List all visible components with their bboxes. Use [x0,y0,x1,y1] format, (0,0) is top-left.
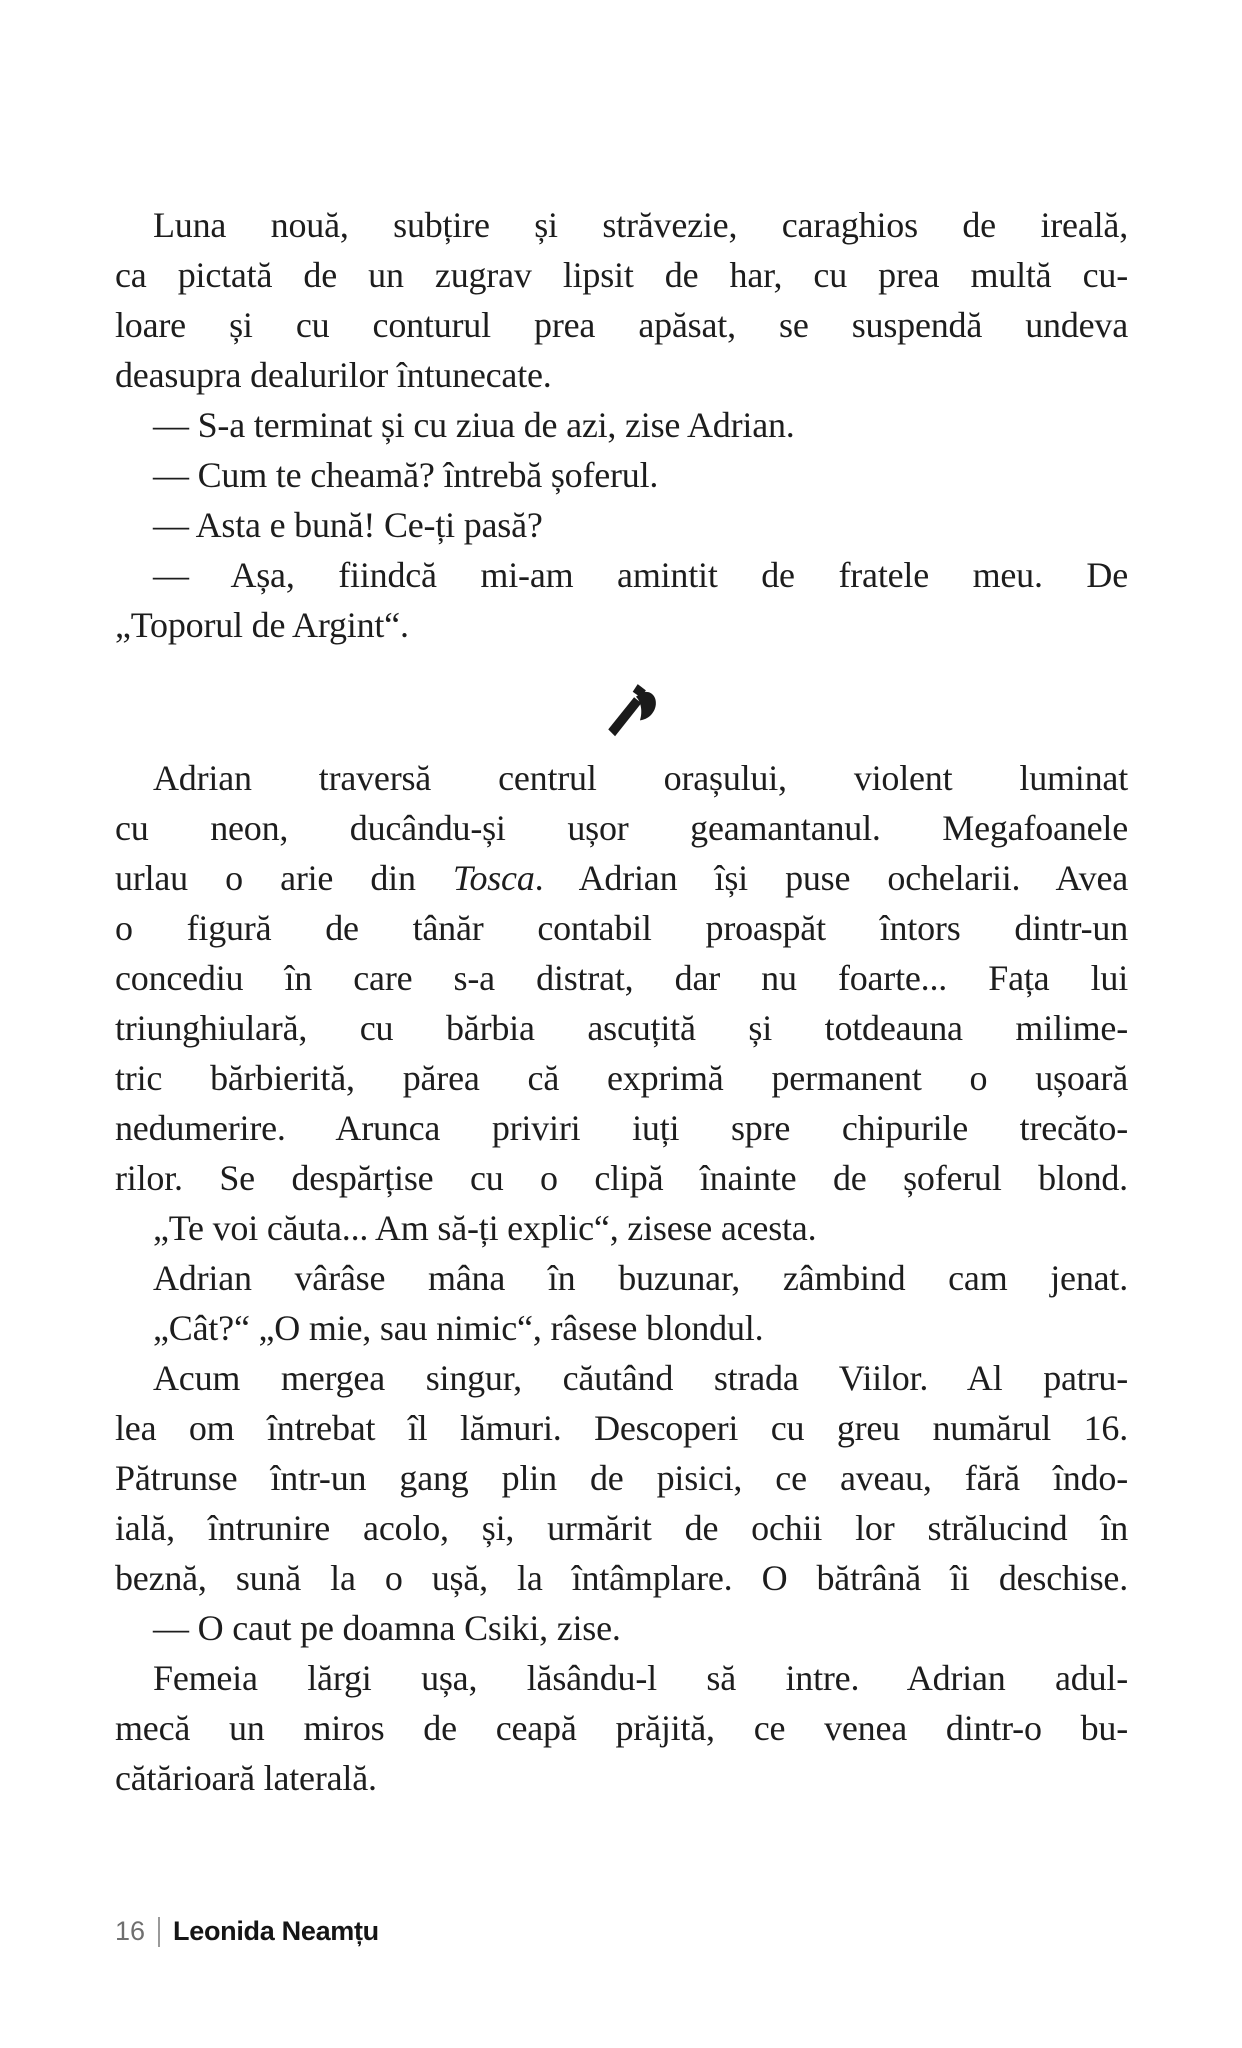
text-line: — Cum te cheamă? întrebă șoferul. [153,455,659,495]
text-line: — O caut pe doamna Csiki, zise. [153,1608,621,1648]
text-line: „Toporul de Argint“. [115,605,409,645]
text-line: — Asta e bună! Ce-ți pasă? [153,505,543,545]
text-line: Luna nouă, subțire și străvezie, caraghios de ireală, [153,205,1128,245]
text-line: triunghiulară, cu bărbia ascuțită și totdeauna milime- [115,1008,1128,1048]
text-line: — S-a terminat și cu ziua de azi, zise Adrian. [153,405,795,445]
text-line: tric bărbierită, părea că exprimă permanent o ușoară [115,1058,1128,1098]
text-line: nedumerire. Arunca priviri iuți spre chipurile trecăto- [115,1108,1128,1148]
text-line: — Așa, fiindcă mi-am amintit de fratele meu. De [153,555,1128,595]
text-line: deasupra dealurilor întunecate. [115,355,552,395]
text-line: „Te voi căuta... Am să-ți explic“, zisese acesta. [153,1208,817,1248]
text-line: cu neon, ducându-și ușor geamantanul. Megafoanele [115,808,1128,848]
text-line: Femeia lărgi ușa, lăsându-l să intre. Adrian adul- [153,1658,1128,1698]
author-name: Leonida Neamțu [173,1916,379,1946]
text-line: mecă un miros de ceapă prăjită, ce venea dintr-o bu- [115,1708,1128,1748]
text-line: lea om întrebat îl lămuri. Descoperi cu greu numărul 16. [115,1408,1128,1448]
text-line: loare și cu conturul prea apăsat, se suspendă undeva [115,305,1128,345]
axe-divider-icon [601,680,659,738]
text-line: ca pictată de un zugrav lipsit de har, cu prea multă cu- [115,255,1128,295]
paragraph-block-bottom [115,753,1128,1803]
footer-separator [158,1917,160,1947]
text-line: rilor. Se despărțise cu o clipă înainte de șoferul blond. [115,1158,1128,1198]
text-line: cătărioară laterală. [115,1758,377,1798]
text-line: concediu în care s-a distrat, dar nu foarte... Fața lui [115,958,1128,998]
text-line: „Cât?“ „O mie, sau nimic“, râsese blondul. [153,1308,764,1348]
text-line: urlau o arie din Tosca. Adrian își puse ochelarii. Avea [115,858,1128,898]
text-line: ială, întrunire acolo, și, urmărit de ochii lor strălucind în [115,1508,1128,1548]
page-footer [115,1916,379,1947]
page-number: 16 [115,1916,146,1946]
text-line: o figură de tânăr contabil proaspăt întors dintr-un [115,908,1128,948]
text-line: Acum mergea singur, căutând strada Viilor. Al patru- [153,1358,1128,1398]
text-line: Pătrunse într-un gang plin de pisici, ce aveau, fără îndo- [115,1458,1128,1498]
text-line: Adrian vârâse mâna în buzunar, zâmbind cam jenat. [153,1258,1128,1298]
text-line: beznă, sună la o ușă, la întâmplare. O bătrână îi deschise. [115,1558,1128,1598]
text-line: Adrian traversă centrul orașului, violent luminat [153,758,1128,798]
paragraph-block-top [115,200,1128,650]
